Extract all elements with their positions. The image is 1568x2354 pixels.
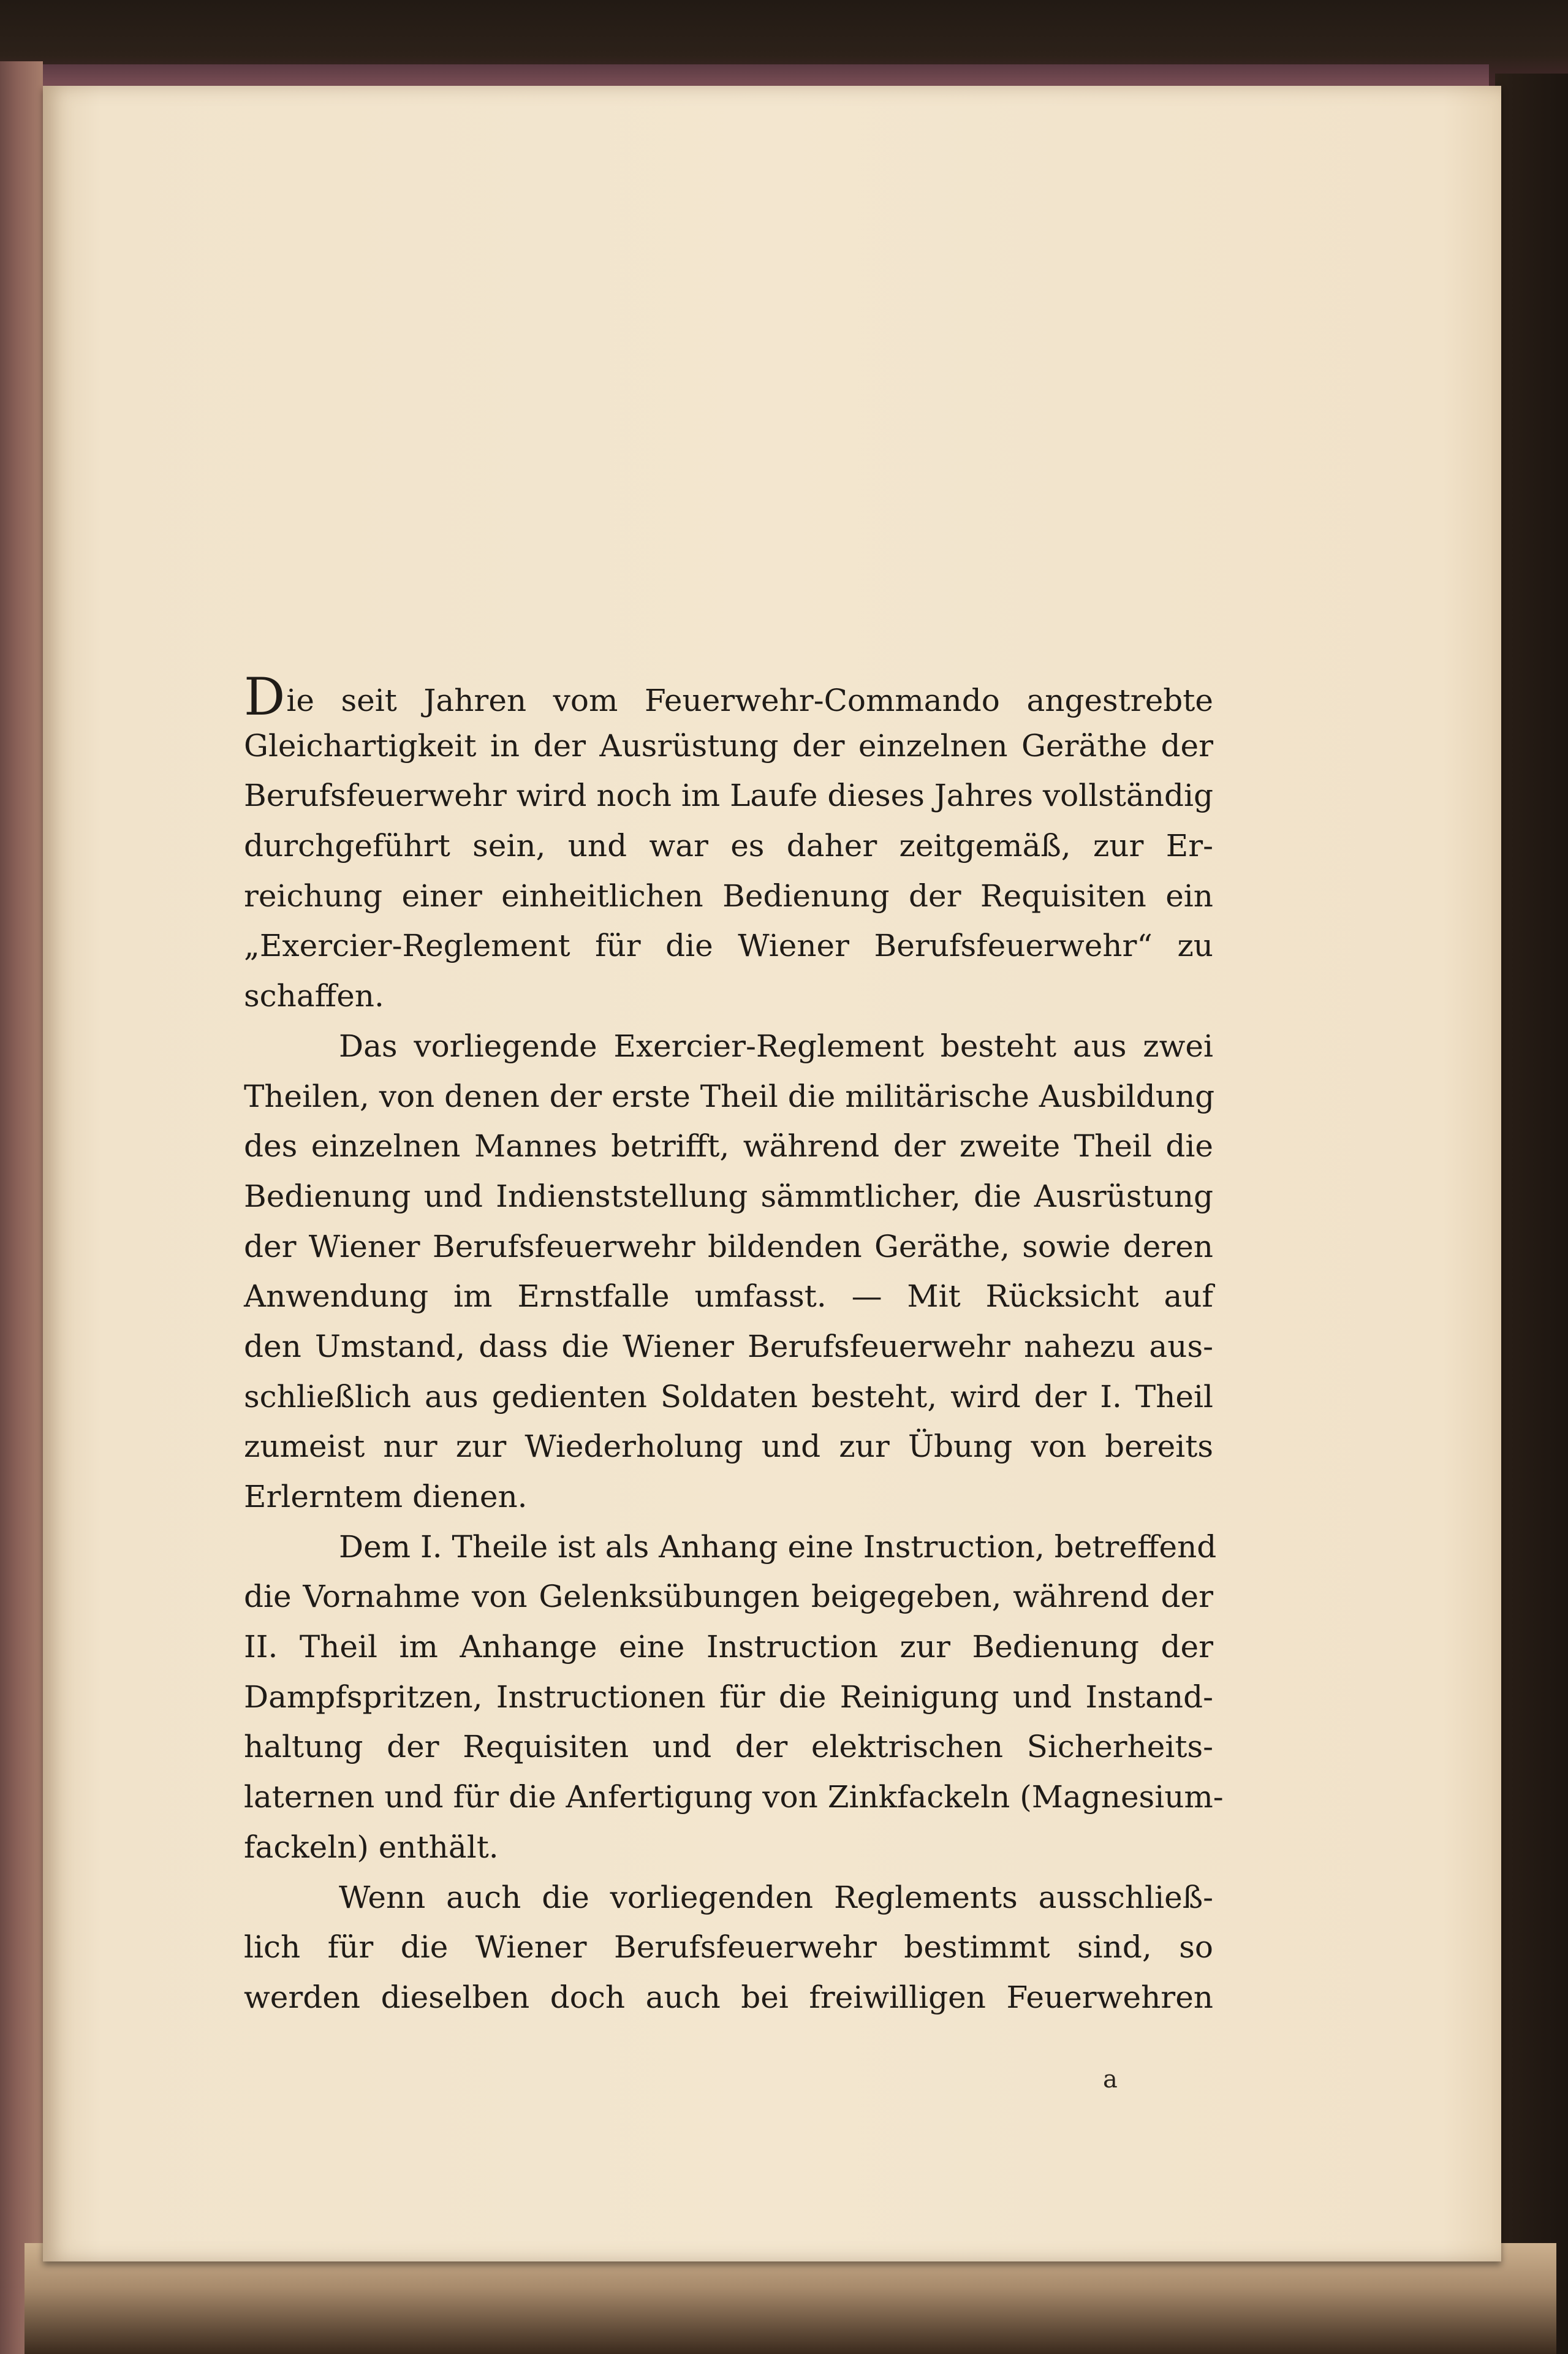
text-line: die Vornahme von Gelenksübungen beigegeben, während der (244, 1579, 1213, 1615)
text-line: zumeist nur zur Wiederholung und zur Übung von bereits (244, 1429, 1213, 1465)
text-line: lich für die Wiener Berufsfeuerwehr bestimmt sind, so (244, 1929, 1213, 1965)
text-line: haltung der Requisiten und der elektrischen Sicherheits- (244, 1729, 1213, 1765)
text-line: laternen und für die Anfertigung von Zinkfackeln (Magnesium- (244, 1779, 1224, 1815)
text-line: des einzelnen Mannes betrifft, während der zweite Theil die (244, 1128, 1213, 1164)
text-line: durchgeführt sein, und war es daher zeitgemäß, zur Er- (244, 828, 1213, 864)
text-line: „Exercier-Reglement für die Wiener Berufsfeuerwehr“ zu (244, 928, 1213, 964)
text-line: II. Theil im Anhange eine Instruction zur Bedienung der (244, 1629, 1213, 1665)
drop-cap-initial: D (244, 667, 286, 727)
paragraph-1 (244, 667, 1213, 1022)
paragraph-2 (244, 1022, 1213, 1522)
body-text (244, 667, 1224, 2023)
text-line: Erlerntem dienen. (244, 1479, 528, 1514)
text-line: Wenn auch die vorliegenden Reglements ausschließ- (339, 1879, 1213, 1915)
text-line: Gleichartigkeit in der Ausrüstung der einzelnen Geräthe der (244, 727, 1213, 764)
text-line: schaffen. (244, 978, 384, 1014)
text-line: Berufsfeuerwehr wird noch im Laufe dieses Jahres vollständig (244, 778, 1213, 814)
paragraph-4 (244, 1873, 1213, 2023)
paragraph-3 (244, 1522, 1224, 1873)
text-line: der Wiener Berufsfeuerwehr bildenden Geräthe, sowie deren (244, 1228, 1213, 1264)
book-cover-left (0, 61, 43, 2354)
text-line: Bedienung und Indienststellung sämmtlicher, die Ausrüstung (244, 1178, 1213, 1214)
text-line: Das vorliegende Exercier-Reglement besteht aus zwei (339, 1028, 1213, 1064)
text-line: Die seit Jahren vom Feuerwehr-Commando angestrebte (244, 667, 1213, 727)
text-line: fackeln) enthält. (244, 1829, 499, 1865)
text-line: Anwendung im Ernstfalle umfasst. — Mit Rücksicht auf (244, 1278, 1213, 1315)
text-line: Dem I. Theile ist als Anhang eine Instruction, betreffend (339, 1528, 1217, 1565)
text-line: den Umstand, dass die Wiener Berufsfeuerwehr nahezu aus- (244, 1328, 1213, 1364)
text-line: werden dieselben doch auch bei freiwilligen Feuerwehren (244, 1979, 1213, 2015)
text-line: Theilen, von denen der erste Theil die militärische Ausbildung (244, 1078, 1215, 1114)
text-line: Dampfspritzen, Instructionen für die Reinigung und Instand- (244, 1679, 1213, 1715)
background-shadow (1495, 74, 1568, 2354)
text-line: schließlich aus gedienten Soldaten besteht, wird der I. Theil (244, 1378, 1213, 1414)
text-line: reichung einer einheitlichen Bedienung der Requisiten ein (244, 878, 1213, 914)
signature-mark: a (1103, 2065, 1118, 2094)
